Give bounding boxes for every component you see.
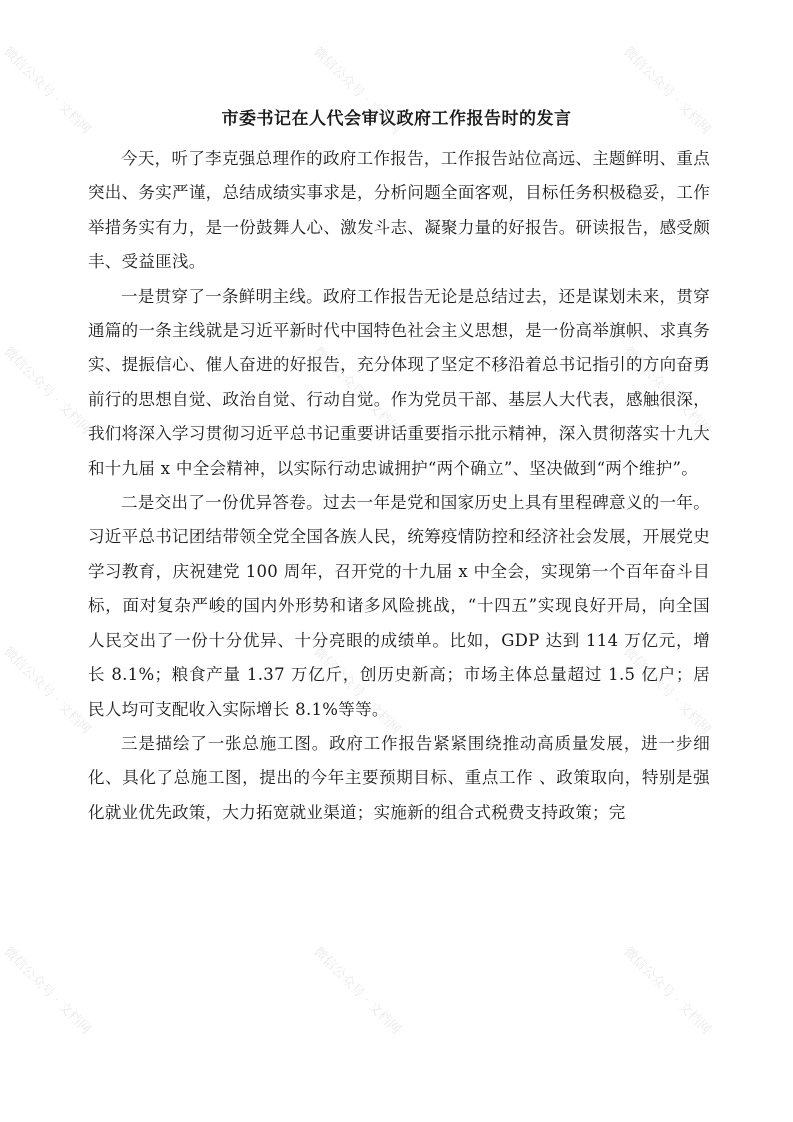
watermark-text: 微信公众号 · 文档网 [620,44,714,138]
paragraph-intro: 今天，听了李克强总理作的政府工作报告，工作报告站位高远、主题鲜明、重点突出、务实严谨，总结成绩实事求是，分析问题全面客观，目标任务积极稳妥，工作举措务实有力，是一份鼓舞人心、激发斗志、凝聚力量的好报告。研读报告，感受颇丰、受益匪浅。 [88,149,710,272]
paragraph-point-two: 二是交出了一份优异答卷。过去一年是党和国家历史上具有里程碑意义的一年。习近平总书记团结带领全党全国各族人民，统筹疫情防控和经济社会发展，开展党史学习教育，庆祝建党 100 周年，召开党的十九届 x 中全会，实现第一个百年奋斗目标，面对复杂严峻的国内外形势和诸多风险挑战，“十四五”实现良好开局，向全国人民交出了一份十分优异、十分亮眼的成绩单。比如，GDP 达到 114 万亿元，增长 8.1%；粮食产量 1.37 万亿斤，创历史新高；市场主体总量超过 1.5 亿户；居民人均可支配收入实际增长 8.1%等等。 [88,493,710,719]
watermark-text: 微信公众号 · 文档网 [620,344,714,438]
watermark-text: 微信公众号 · 文档网 [310,344,404,438]
document-body [88,142,710,830]
watermark-text: 微信公众号 · 文档网 [0,44,94,138]
paragraph-point-one: 一是贯穿了一条鲜明主线。政府工作报告无论是总结过去，还是谋划未来，贯穿通篇的一条主线就是习近平新时代中国特色社会主义思想，是一份高举旗帜、求真务实、提振信心、催人奋进的好报告，充分体现了坚定不移沿着总书记指引的方向奋勇前行的思想自觉、政治自觉、行动自觉。作为党员干部、基层人大代表，感触很深，我们将深入学习贯彻习近平总书记重要讲话重要指示批示精神，深入贯彻落实十九大和十九届 x 中全会精神，以实际行动忠诚拥护“两个确立”、坚决做到“两个维护”。 [88,286,710,478]
paragraph-point-three: 三是描绘了一张总施工图。政府工作报告紧紧围绕推动高质量发展，进一步细化、具化了总施工图，提出的今年主要预期目标、重点工作 、政策取向，特别是强化就业优先政策，大力拓宽就业渠道；实施新的组合式税费支持政策；完 [88,733,710,822]
watermark-text: 微信公众号 · 文档网 [0,644,94,738]
watermark-text: 微信公众号 · 文档网 [0,944,94,1038]
watermark-text: 微信公众号 · 文档网 [620,644,714,738]
watermark-text: 微信公众号 · 文档网 [0,344,94,438]
watermark-text: 微信公众号 · 文档网 [310,644,404,738]
document-title: 市委书记在人代会审议政府工作报告时的发言 [221,109,572,129]
watermark-text: 微信公众号 · 文档网 [310,44,404,138]
watermark-text: 微信公众号 · 文档网 [310,944,404,1038]
watermark-text: 微信公众号 · 文档网 [620,944,714,1038]
